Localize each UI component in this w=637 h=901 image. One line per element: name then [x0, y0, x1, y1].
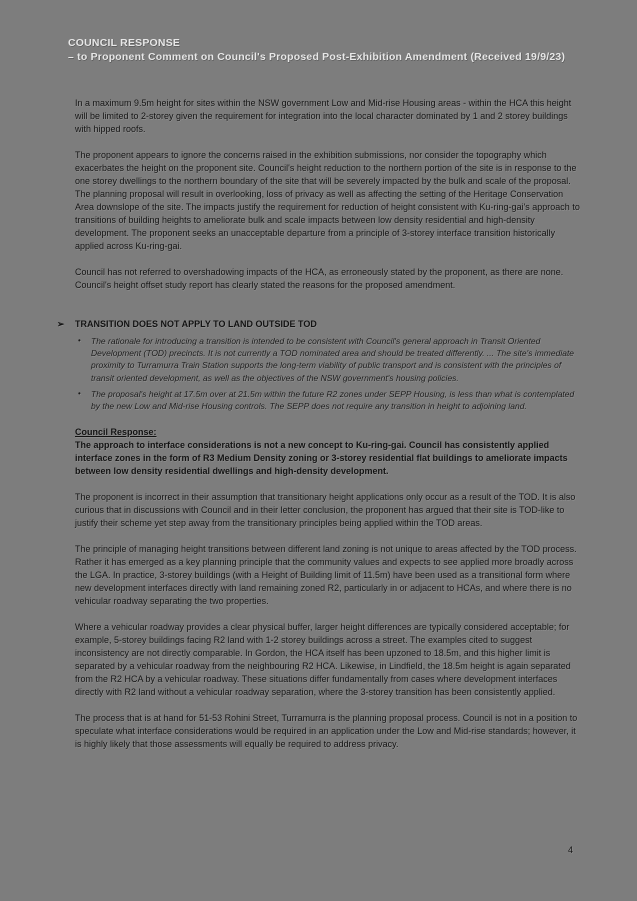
bullet-icon: •: [78, 336, 81, 345]
body-paragraph: Council has not referred to overshadowing impacts of the HCA, as erroneously stated by the proponent, as there are none. Council's height offset study report has clearly stated the reasons for the proposed amendment.: [75, 267, 564, 290]
page-number: 4: [568, 845, 574, 855]
body-paragraph: The process that is at hand for 51-53 Rohini Street, Turramurra is the planning proposal process. Council is not in a position to speculate what interface considerations would be required in an application under the Low and Mid-rise standards; however, it is highly likely that those assessments will equally be required to address privacy.: [75, 713, 578, 750]
bullet-icon: •: [78, 388, 81, 398]
list-item: [75, 335, 580, 384]
body-paragraph: In a maximum 9.5m height for sites within the NSW government Low and Mid-rise Housing areas - within the HCA this height will be limited to 2-storey given the requirement for integration into the local character dominated by 1 and 2 storey buildings with hipped roofs.: [75, 98, 572, 134]
arrow-bullet-icon: ➢: [57, 319, 65, 329]
body-paragraph: The proponent appears to ignore the concerns raised in the exhibition submissions, nor consider the topography which exacerbates the height on the proponent site. Council's height reduction to the northern portion of the site is in response to the one storey dwellings to the northern boundary of the site that will be severely impacted by the bulk and scale of the proposal. The planning proposal will result in overlooking, loss of privacy as well as affecting the setting of the Heritage Conservation Area downslope of the site. The impacts justify the requirement for reduction of height consistent with Ku-ring-gai's approach to transitions of building heights to ameliorate bulk and scale impacts between low density residential and high-density development. The proponent seeks an unacceptable departure from a principle of 3-storey interface transition historically applied across Ku-ring-gai.: [75, 150, 580, 251]
body-paragraph: The proponent is incorrect in their assumption that transitionary height applications only occur as a result of the TOD. It is also curious that in discussions with Council and in their letter conclusion, the proponent has argued that their site is TOD-like to justify their scheme yet step away from the transitionary principles being applied within the TOD areas.: [75, 492, 576, 529]
list-item: [75, 388, 580, 412]
document-subtitle: – to Proponent Comment on Council's Proposed Post-Exhibition Amendment (Received 19/9/23): [68, 51, 566, 63]
tod-heading-label: TRANSITION DOES NOT APPLY TO LAND OUTSIDE TOD: [75, 319, 317, 329]
tod-section-heading: [57, 318, 580, 331]
body-paragraph: Where a vehicular roadway provides a clear physical buffer, larger height differences are typically considered acceptable; for example, 5-storey buildings facing R2 land with 1-2 storey buildings across a street. The examples cited to suggest inconsistency are not directly comparable. In Gordon, the HCA itself has been upzoned to 18.5m, and this higher limit is separated by a vehicular roadway from the neighbouring R2 HCA. Likewise, in Lindfield, the 18.5m height is again separated from the R2 HCA by a vehicular roadway. These situations differ fundamentally from cases where development interfaces directly with R2 land without a vehicular roadway separation, where the 3-storey transition has been consistently applied.: [75, 622, 571, 698]
document-body: [57, 97, 580, 764]
council-response-label: Council Response:: [75, 427, 157, 438]
document-title: COUNCIL RESPONSE: [68, 37, 181, 49]
body-paragraph: The principle of managing height transitions between different land zoning is not unique to areas affected by the TOD process. Rather it has emerged as a key planning principle that the community values and expects to see applied more broadly across the LGA. In practice, 3-storey buildings (with a Height of Building limit of 11.5m) have been used as a transitional form where new development interfaces directly with land remaining zoned R2, particularly in or adjacent to HCAs, and where there is no vehicular roadway separating the two properties.: [75, 544, 577, 607]
council-response-lead: The approach to interface considerations is not a new concept to Ku-ring-gai. Council has consistently applied interface zones in the form of R3 Medium Density zoning or 3-storey residential flat buildings to ameliorate impacts between low density residential dwellings and high-density development.: [75, 440, 568, 477]
document-header: [68, 36, 588, 64]
tod-bullet-text: The rationale for introducing a transition is intended to be consistent with Council's general approach in Transit Oriented Development (TOD) precincts. It is not currently a TOD nominated area and should be treated differently. ... The site's immediate proximity to Turramurra Train Station supports the long-term viability of public transport and is consistent with the principles of transit oriented development, as well as the objectives of the NSW government's housing policies.: [91, 336, 575, 383]
tod-bullet-text: The proposal's height at 17.5m over at 21.5m within the future R2 zones under SEPP Housing, is less than what is contemplated by the new Low and Mid-rise Housing controls. The SEPP does not require any transition in height to adjoining land.: [91, 388, 575, 412]
tod-bullet-list: [75, 335, 580, 412]
